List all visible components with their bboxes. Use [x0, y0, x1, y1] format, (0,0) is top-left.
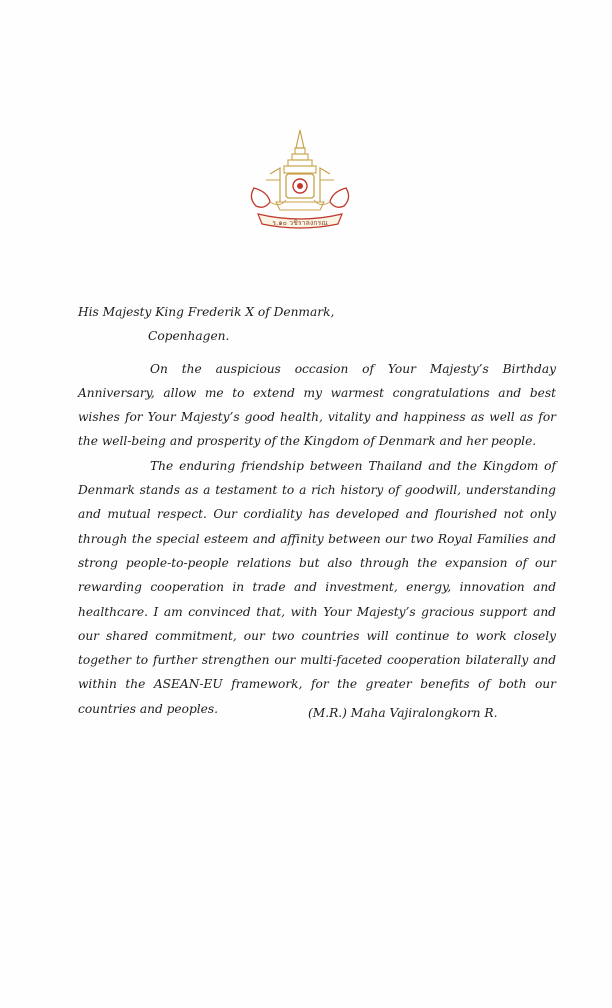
royal-emblem-icon [240, 128, 360, 232]
paragraph-1: On the auspicious occasion of Your Majesty’s Birthday Anniversary, allow me to extend my warmest congratulations and best wishes for Your Majesty’s good health, vitality and happiness as well as for the well-being and prosperity of the Kingdom of Denmark and her people. [78, 361, 556, 449]
royal-emblem [240, 128, 360, 232]
letter-body [78, 300, 556, 721]
signature: (M.R.) Maha Vajiralongkorn R. [308, 706, 498, 720]
paragraph-2: The enduring friendship between Thailand and the Kingdom of Denmark stands as a testament to a rich history of goodwill, understanding and mutual respect. Our cordiality has developed and flourished not only through the special esteem and affinity between our two Royal Families and strong people-to-people relations but also through the expansion of our rewarding cooperation in trade and investment, energy, innovation and healthcare. I am convinced that, with Your Majesty’s gracious support and our shared commitment, our two countries will continue to work closely together to further strengthen our multi-faceted cooperation bilaterally and within the ASEAN-EU framework, for the greater benefits of both our countries and peoples. [78, 458, 556, 716]
addressee-city: Copenhagen. [148, 329, 230, 344]
addressee: His Majesty King Frederik X of Denmark, [78, 305, 335, 319]
emblem-banner-text: ร.๑๐ วชิราลงกรณ [272, 219, 328, 227]
